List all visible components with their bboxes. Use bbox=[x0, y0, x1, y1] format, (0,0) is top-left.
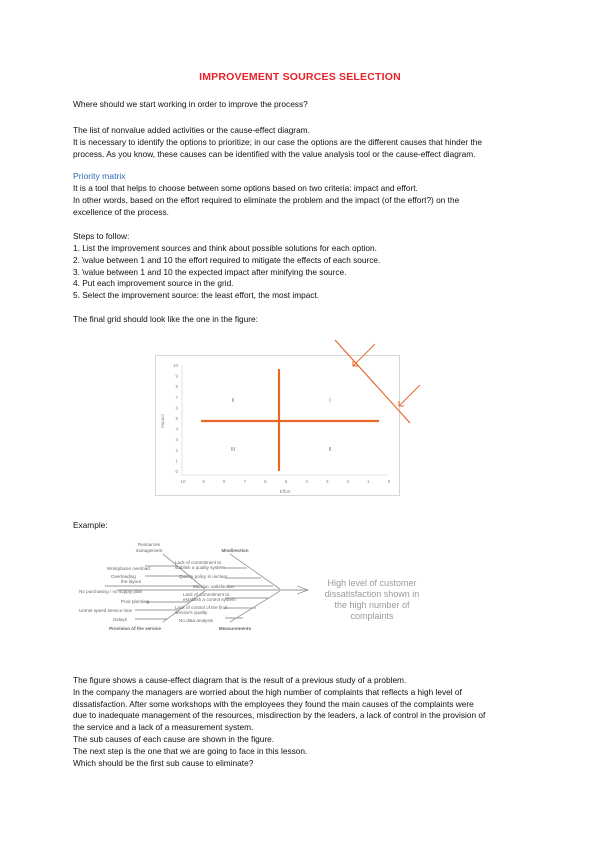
step-item: 2. \value between 1 and 10 the effort required to mitigate the effects of each source. bbox=[73, 254, 381, 265]
cause-label: Lack of commitment to bbox=[183, 592, 230, 597]
cause-label: No data analysis bbox=[179, 618, 213, 623]
x-tick-label: 0 bbox=[387, 479, 391, 484]
conclusion-paragraph bbox=[73, 675, 533, 769]
priority-paragraph bbox=[73, 183, 533, 218]
x-tick-label: 2 bbox=[346, 479, 350, 484]
example-label: Example: bbox=[73, 520, 108, 530]
step-item: 3. \value between 1 and 10 the expected impact after minifying the source. bbox=[73, 266, 347, 277]
category-resources-line2: management bbox=[135, 548, 163, 553]
x-tick-label: 8 bbox=[222, 479, 226, 484]
intro-line: process. As you know, these causes can be identified with the value analysis tool or the cause-effect diagram. bbox=[73, 148, 476, 159]
conclusion-line: The figure shows a cause-effect diagram that is the result of a previous study of a problem. bbox=[73, 675, 407, 685]
category-provision: Provision of the service bbox=[109, 626, 161, 631]
y-tick-label: 10 bbox=[172, 363, 178, 368]
x-tick-label: 4 bbox=[305, 479, 308, 484]
step-item: 1. List the improvement sources and think about possible solutions for each option. bbox=[73, 243, 377, 253]
conclusion-line: The next step is the one that we are going to face in this lesson. bbox=[73, 745, 308, 756]
y-tick-label: 9 bbox=[175, 373, 178, 379]
cause-label: the layout bbox=[121, 579, 141, 584]
effect-line: dissatisfaction shown in bbox=[324, 589, 420, 599]
effect-line: the high number of bbox=[334, 600, 410, 610]
y-tick-label: 0 bbox=[175, 469, 178, 474]
conclusion-line: In the company the managers are worried about the high number of complaints that reflects a high level of bbox=[73, 686, 462, 697]
cause-label: establish a control system bbox=[183, 597, 236, 602]
conclusion-line: Which should be the first sub cause to eliminate? bbox=[73, 757, 254, 768]
branch-top-right bbox=[230, 554, 280, 589]
quadrant-top-left: II bbox=[231, 398, 235, 404]
x-axis-label: Effort bbox=[279, 489, 291, 494]
cause-label: No purchasing / no supply plan bbox=[79, 589, 143, 594]
cause-label: Overloading bbox=[111, 574, 136, 579]
cause-label: Workplaces overload bbox=[107, 566, 150, 571]
y-tick-label: 2 bbox=[175, 447, 178, 453]
cause-label: Quality policy is unclear bbox=[179, 574, 228, 579]
arrow-lower bbox=[399, 385, 420, 406]
cause-label: Delays bbox=[113, 617, 128, 622]
effect-line: complaints bbox=[350, 611, 394, 621]
x-tick-label: 7 bbox=[243, 479, 247, 484]
steps-list bbox=[73, 243, 533, 302]
priority-heading: Priority matrix bbox=[73, 171, 126, 181]
branch-bottom-right bbox=[230, 591, 280, 622]
conclusion-line: dissatisfaction. After some workshops with the employees they found the main causes of the complaints were bbox=[73, 698, 474, 709]
step-item: 5. Select the improvement source: the least effort, the most impact. bbox=[73, 290, 320, 301]
conclusion-line: the service and a lack of a measurement system. bbox=[73, 722, 254, 733]
quadrant-bottom-left: III bbox=[230, 447, 236, 453]
conclusion-line: The sub causes of each cause are shown in the figure. bbox=[73, 733, 275, 744]
cause-label: Mission: satisfaction bbox=[193, 584, 235, 589]
cause-label: stablish a quality system bbox=[175, 565, 225, 570]
category-misdirection: Misdirection bbox=[221, 548, 249, 553]
category-measurements: Measurements bbox=[218, 626, 252, 631]
x-tick-label: 10 bbox=[180, 479, 186, 484]
diagonal-line bbox=[335, 340, 410, 423]
intro-line: It is necessary to identify the options to prioritize; in our case the options are the different causes that hinder the bbox=[73, 136, 482, 147]
page-title: IMPROVEMENT SOURCES SELECTION bbox=[199, 71, 401, 83]
priority-line: It is a tool that helps to choose between some options based on two criteria: impact and effort. bbox=[73, 183, 418, 193]
y-tick-label: 5 bbox=[175, 416, 178, 421]
cause-label: Lack of commitment to bbox=[175, 560, 222, 565]
y-tick-label: 8 bbox=[175, 384, 178, 390]
fishbone-figure bbox=[75, 540, 435, 637]
priority-line: excellence of the process. bbox=[73, 206, 169, 217]
y-tick-label: 3 bbox=[175, 437, 178, 443]
effect-line: High level of customer bbox=[327, 578, 417, 588]
x-tick-label: 3 bbox=[325, 479, 329, 484]
intro-paragraph bbox=[73, 125, 533, 160]
y-tick-label: 4 bbox=[175, 426, 178, 432]
conclusion-line: due to inadequate management of the resources, misdirection by the leaders, a lack of control in the provision of bbox=[73, 710, 486, 721]
y-tick-label: 1 bbox=[175, 458, 178, 464]
cause-label: service's quality bbox=[175, 610, 208, 615]
y-tick-label: 6 bbox=[175, 405, 178, 411]
x-tick-label: 9 bbox=[202, 479, 205, 484]
x-tick-label: 6 bbox=[264, 479, 267, 484]
fishbone-svg bbox=[75, 540, 435, 632]
quadrant-top-right: I bbox=[329, 398, 331, 404]
efficiency-overlay bbox=[320, 330, 430, 440]
opening-question: Where should we start working in order to improve the process? bbox=[73, 99, 308, 109]
quadrant-bottom-right: II bbox=[328, 447, 332, 453]
cause-label: Poor planning bbox=[121, 599, 150, 604]
arrow-upper bbox=[353, 344, 375, 366]
y-axis-label: Impact bbox=[160, 414, 165, 428]
priority-line: In other words, based on the effort required to eliminate the problem and the impact (of the effort?) on the bbox=[73, 194, 460, 205]
cause-label: Lack of control of the final bbox=[175, 605, 228, 610]
category-resources-line1: Resources bbox=[138, 542, 160, 547]
grid-caption: The final grid should look like the one in the figure: bbox=[73, 314, 258, 324]
y-tick-label: 7 bbox=[175, 394, 178, 400]
steps-heading: Steps to follow: bbox=[73, 231, 130, 241]
step-item: 4. Put each improvement source in the grid. bbox=[73, 278, 234, 289]
intro-line: The list of nonvalue added activities or the cause-effect diagram. bbox=[73, 125, 310, 135]
cause-label: Unmet speed service time bbox=[79, 608, 133, 613]
x-tick-label: 1 bbox=[367, 479, 370, 484]
x-tick-label: 5 bbox=[284, 479, 288, 484]
